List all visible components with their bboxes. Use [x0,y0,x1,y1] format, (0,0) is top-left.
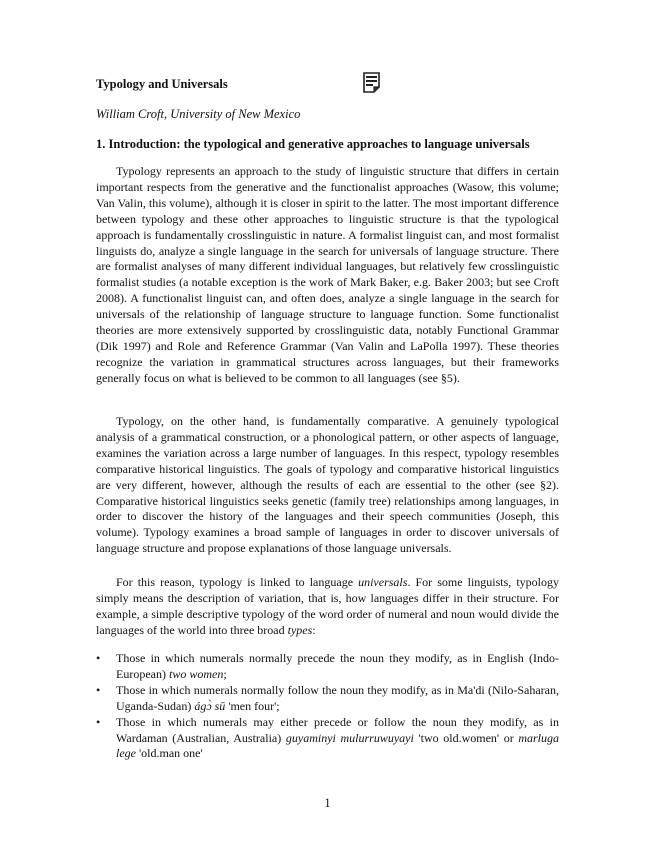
emphasis: universals [358,575,408,589]
gloss: 'men four'; [225,698,280,713]
body-paragraph-2 [96,414,559,557]
example: marluga lege [116,730,559,761]
example: ágɔ̀ sū [194,698,226,713]
text-run: : [312,622,316,637]
list-item [96,715,559,763]
author-line: William Croft, University of New Mexico [96,107,301,121]
text-run: Those in which numerals normally precede the noun they modify, as in English (Indo-European) [116,651,559,681]
type-list [96,651,559,762]
section-heading: 1. Introduction: the typological and generative approaches to language universals [96,137,530,151]
gloss: 'two old.women' or [413,730,519,745]
paragraph-text [96,575,559,639]
note-page-icon[interactable] [363,72,380,93]
document-title: Typology and Universals [96,77,228,91]
gloss: ; [223,666,227,681]
list-item [96,683,559,715]
body-paragraph-3 [96,575,559,639]
text-run: For this reason, typology is linked to language [116,575,359,589]
body-paragraph-1 [96,164,559,387]
page-number: 1 [324,796,331,810]
list-item [96,651,559,683]
text-run: . For some linguists, typology simply means the description of variation, that is, how languages differ in their structure. For example, a simple descriptive typology of the word order of numeral and noun would divide the languages of the world into three broad [96,575,560,637]
bullet: • [96,714,101,729]
bullet: • [96,682,101,697]
gloss: 'old.man one' [136,746,203,761]
bullet: • [96,651,101,665]
emphasis: types [287,622,313,637]
example: two women [168,666,224,681]
text-run: Those in which numerals may either precede or follow the noun they modify, as in Wardaman (Australian, Australia) [116,714,559,745]
paragraph-text: Typology, on the other hand, is fundamentally comparative. A genuinely typological analysis of a grammatical construction, or a phonological pattern, or other aspects of language, examines the variation across a large number of languages. In this respect, typology resembles comparative historical linguistics. The goals of typology and comparative historical linguistics are very different, however, although the results of each are essential to the other (see §2). Comparative historical linguistics seeks genetic (family tree) relationships among languages, in order to discover the history of the languages and their speech communities (Joseph, this volume). Typology examines a broad sample of languages in order to discover universals of language structure and propose explanations of those language universals. [96,414,559,556]
text-run: Those in which numerals normally follow the noun they modify, as in Ma'di (Nilo-Saharan, Uganda-Sudan) [116,682,559,713]
paragraph-text: Typology represents an approach to the study of linguistic structure that differs in certain important respects from the generative and the functionalist approaches (Wasow, this volume; Van Valin, this volume), although it is closer in spirit to the latter. The most important difference between typology and these other approaches to linguistic structure is that the typological approach is fundamentally crosslinguistic in nature. A formalist linguist can, and most formalist linguists do, analyze a single language in the search for universals of language structure. There are formalist analyses of many different individual languages, but relatively few crosslinguistic formalist studies (a notable exception is the work of Mark Baker, e.g. Baker 2003; but see Croft 2008). A functionalist linguist can, and often does, analyze a single language in the search for universals of the relationship of language structure to language function. Some functionalist theories are more extensively supported by crosslinguistic data, notably Functional Grammar (Dik 1997) and Role and Reference Grammar (Van Valin and LaPolla 1997). These theories recognize the variation in grammatical structures across languages, but their frameworks generally focus on what is believed to be common to all languages (see §5). [96,164,559,385]
example: guyaminyi mulurruwuyayi [285,730,414,745]
